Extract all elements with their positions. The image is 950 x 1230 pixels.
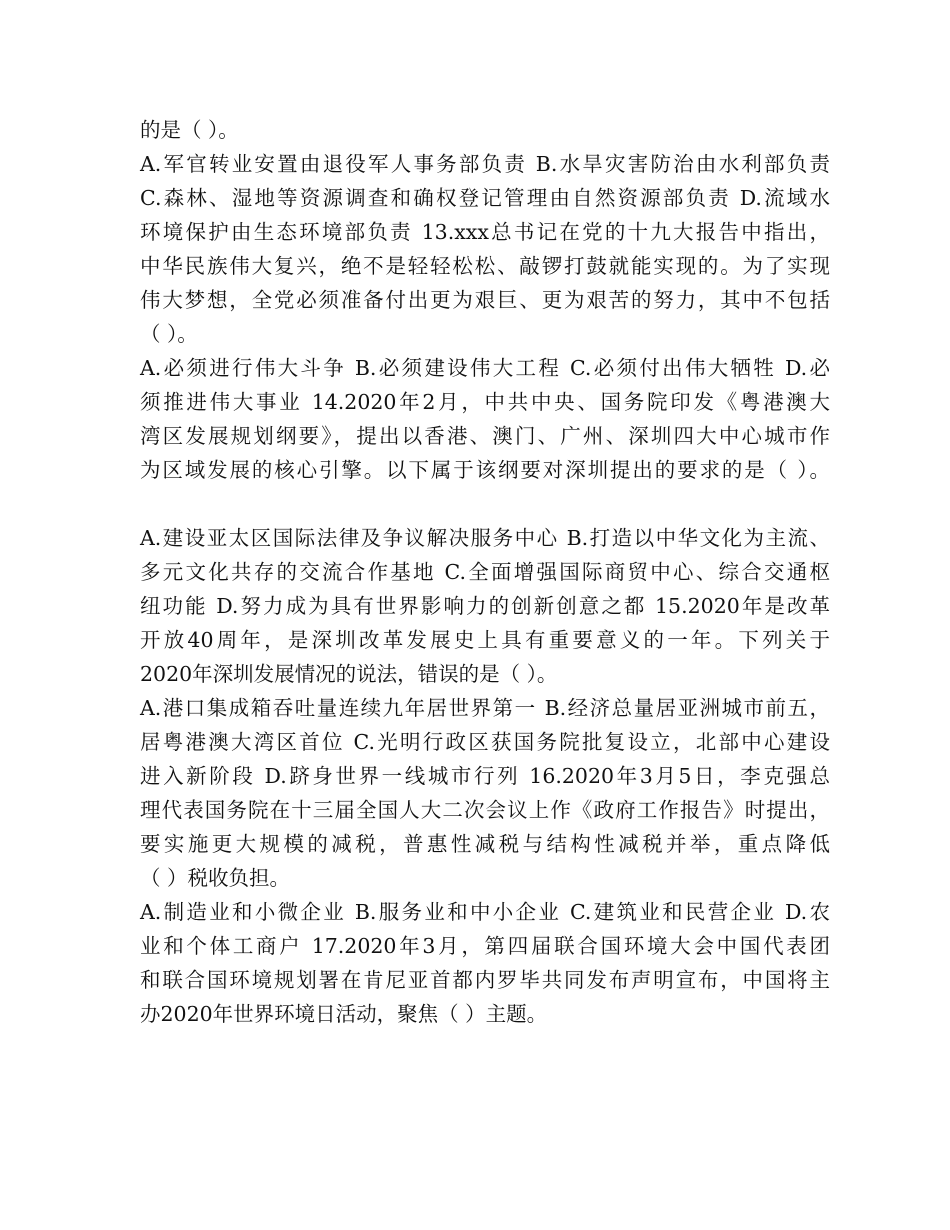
text-line: 的是（ ）。 xyxy=(140,118,239,142)
text-line: A.港口集成箱吞吐量连续九年居世界第一 B.经济总量居亚洲城市前五， xyxy=(140,696,830,720)
text-line: 要实施更大规模的减税，普惠性减税与结构性减税并举，重点降低 xyxy=(140,832,830,856)
text-line: 2020年深圳发展情况的说法，错误的是（ ）。 xyxy=(140,662,558,686)
text-line: 纽功能 D.努力成为具有世界影响力的创新创意之都 15.2020年是改革 xyxy=(140,594,830,618)
text-line: （ ）税收负担。 xyxy=(140,866,291,890)
text-line: 理代表国务院在十三届全国人大二次会议上作《政府工作报告》时提出， xyxy=(140,798,830,822)
text-line: 中华民族伟大复兴，绝不是轻轻松松、敲锣打鼓就能实现的。为了实现 xyxy=(140,254,830,278)
blank-line xyxy=(140,487,830,521)
text-line: （ ）。 xyxy=(140,322,198,346)
text-line: 开放40周年，是深圳改革发展史上具有重要意义的一年。下列关于 xyxy=(140,628,830,652)
text-line: 业和个体工商户 17.2020年3月，第四届联合国环境大会中国代表团 xyxy=(140,934,830,958)
text-line: 伟大梦想，全党必须准备付出更为艰巨、更为艰苦的努力，其中不包括 xyxy=(140,288,830,312)
text-line: 居粤港澳大湾区首位 C.光明行政区获国务院批复设立，北部中心建设 xyxy=(140,730,830,754)
text-line: A.制造业和小微企业 B.服务业和中小企业 C.建筑业和民营企业 D.农 xyxy=(140,900,830,924)
text-line: 须推进伟大事业 14.2020年2月，中共中央、国务院印发《粤港澳大 xyxy=(140,390,830,414)
text-line: A.必须进行伟大斗争 B.必须建设伟大工程 C.必须付出伟大牺牲 D.必 xyxy=(140,356,830,380)
text-line: 进入新阶段 D.跻身世界一线城市行列 16.2020年3月5日，李克强总 xyxy=(140,764,830,788)
text-line: 湾区发展规划纲要》，提出以香港、澳门、广州、深圳四大中心城市作 xyxy=(140,424,830,448)
text-line: 和联合国环境规划署在肯尼亚首都内罗毕共同发布声明宣布，中国将主 xyxy=(140,968,830,992)
text-line: 办2020年世界环境日活动，聚焦（ ）主题。 xyxy=(140,1002,548,1026)
text-line: 环境保护由生态环境部负责 13.xxx总书记在党的十九大报告中指出， xyxy=(140,220,830,244)
document-body xyxy=(140,113,830,1031)
text-line: C.森林、湿地等资源调查和确权登记管理由自然资源部负责 D.流域水 xyxy=(140,186,830,210)
text-line: 为区域发展的核心引擎。以下属于该纲要对深圳提出的要求的是（ ）。 xyxy=(140,458,830,482)
text-line: 多元文化共存的交流合作基地 C.全面增强国际商贸中心、综合交通枢 xyxy=(140,560,830,584)
text-line: A.建设亚太区国际法律及争议解决服务中心 B.打造以中华文化为主流、 xyxy=(140,526,830,550)
text-line: A.军官转业安置由退役军人事务部负责 B.水旱灾害防治由水利部负责 xyxy=(140,152,830,176)
